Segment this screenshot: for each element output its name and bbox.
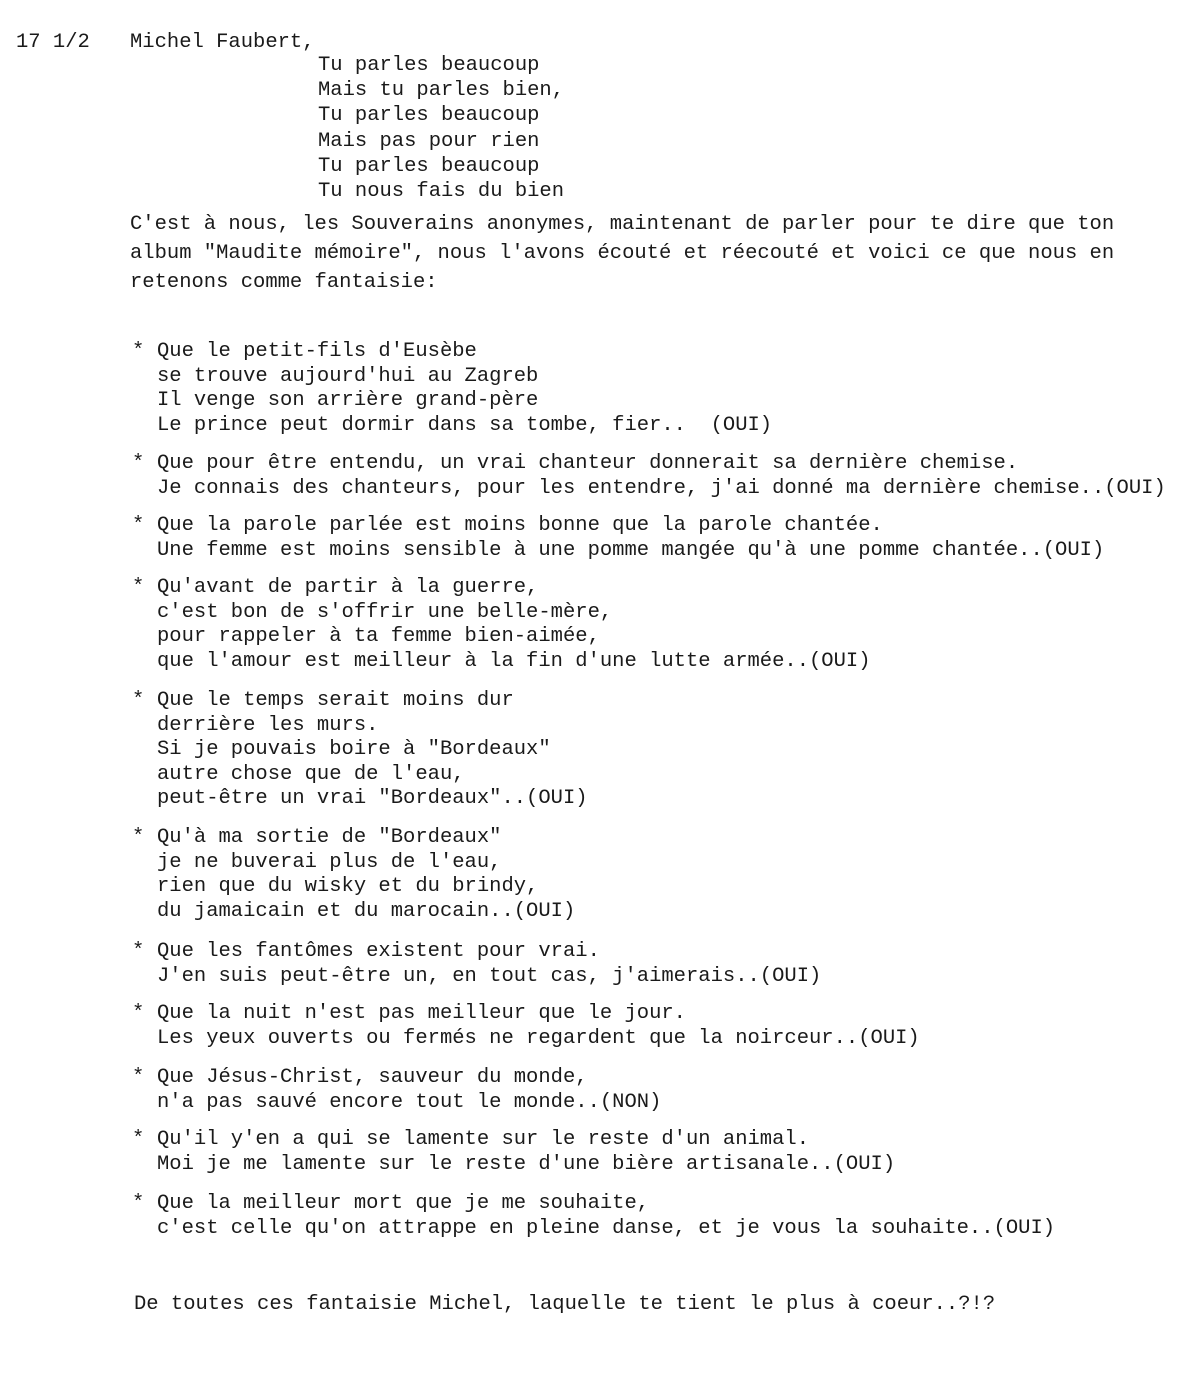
item-line: autre chose que de l'eau, [157, 762, 465, 786]
bullet-asterisk: * [132, 826, 145, 849]
item-line: Que la nuit n'est pas meilleur que le jour. [157, 1002, 686, 1025]
bullet-asterisk: * [132, 940, 145, 963]
bullet-asterisk: * [132, 1192, 145, 1215]
item-line: Si je pouvais boire à "Bordeaux" [157, 738, 551, 761]
poem-line: Mais pas pour rien [318, 129, 540, 153]
item-line: Les yeux ouverts ou fermés ne regardent que la noirceur..(OUI) [157, 1026, 920, 1050]
poem-line: Tu parles beaucoup [318, 104, 540, 128]
fantasy-item [132, 940, 821, 989]
item-line: c'est celle qu'on attrappe en pleine danse, et je vous la souhaite..(OUI) [157, 1216, 1056, 1240]
item-line: derrière les murs. [157, 713, 379, 737]
fantasy-item [132, 340, 772, 438]
item-line: Que pour être entendu, un vrai chanteur donnerait sa dernière chemise. [157, 452, 1019, 475]
poem-stanza [318, 53, 564, 204]
poem-line: Mais tu parles bien, [318, 79, 565, 103]
fantasy-item [132, 1066, 661, 1115]
item-line: Que la parole parlée est moins bonne que la parole chantée. [157, 514, 883, 537]
item-line: je ne buverai plus de l'eau, [157, 850, 502, 874]
item-line: rien que du wisky et du brindy, [157, 875, 539, 898]
item-line: Qu'avant de partir à la guerre, [157, 576, 539, 599]
item-line: Que le petit-fils d'Eusèbe [157, 340, 477, 363]
page-reference: 17 1/2 [16, 31, 90, 54]
salutation: Michel Faubert, [130, 31, 315, 54]
bullet-asterisk: * [132, 576, 145, 599]
closing-question: De toutes ces fantaisie Michel, laquelle te tient le plus à coeur..?!? [134, 1293, 996, 1316]
intro-paragraph [130, 210, 1140, 297]
item-line: Que la meilleur mort que je me souhaite, [157, 1192, 650, 1215]
fantasy-item [132, 452, 1166, 501]
item-line: Moi je me lamente sur le reste d'une bière artisanale..(OUI) [157, 1152, 896, 1176]
bullet-asterisk: * [132, 1002, 145, 1025]
item-line: peut-être un vrai "Bordeaux"..(OUI) [157, 787, 588, 810]
item-line: Que les fantômes existent pour vrai. [157, 940, 600, 963]
fantasy-item [132, 514, 1104, 563]
fantasy-item [132, 689, 588, 812]
bullet-asterisk: * [132, 452, 145, 475]
item-line: pour rappeler à ta femme bien-aimée, [157, 625, 600, 648]
item-line: du jamaicain et du marocain..(OUI) [157, 899, 576, 923]
item-line: Qu'il y'en a qui se lamente sur le reste d'un animal. [157, 1128, 810, 1151]
bullet-asterisk: * [132, 1066, 145, 1089]
poem-line: Tu parles beaucoup [318, 54, 540, 77]
bullet-asterisk: * [132, 689, 145, 712]
item-line: Je connais des chanteurs, pour les entendre, j'ai donné ma dernière chemise..(OUI) [157, 476, 1166, 500]
fantasy-item [132, 1192, 1055, 1241]
fantasy-item [132, 826, 575, 924]
fantasy-item [132, 1128, 895, 1177]
fantasy-item [132, 576, 871, 674]
item-line: c'est bon de s'offrir une belle-mère, [157, 600, 613, 624]
item-line: J'en suis peut-être un, en tout cas, j'aimerais..(OUI) [157, 964, 822, 988]
item-line: que l'amour est meilleur à la fin d'une lutte armée..(OUI) [157, 649, 871, 673]
poem-line: Tu parles beaucoup [318, 154, 540, 178]
bullet-asterisk: * [132, 340, 145, 363]
bullet-asterisk: * [132, 514, 145, 537]
item-line: se trouve aujourd'hui au Zagreb [157, 364, 539, 388]
item-line: Une femme est moins sensible à une pomme mangée qu'à une pomme chantée..(OUI) [157, 538, 1105, 562]
poem-line: Tu nous fais du bien [318, 180, 565, 204]
item-line: Que le temps serait moins dur [157, 689, 514, 712]
item-line: Qu'à ma sortie de "Bordeaux" [157, 826, 502, 849]
bullet-asterisk: * [132, 1128, 145, 1151]
intro-line: C'est à nous, les Souverains anonymes, maintenant de parler pour te dire que ton [130, 213, 1115, 236]
item-line: Que Jésus-Christ, sauveur du monde, [157, 1066, 588, 1089]
intro-line: album "Maudite mémoire", nous l'avons écouté et réecouté et voici ce que nous en [130, 242, 1115, 265]
fantasy-item [132, 1002, 920, 1051]
item-line: n'a pas sauvé encore tout le monde..(NON) [157, 1090, 662, 1114]
item-line: Le prince peut dormir dans sa tombe, fier.. (OUI) [157, 413, 773, 437]
item-line: Il venge son arrière grand-père [157, 389, 539, 412]
intro-line: retenons comme fantaisie: [130, 271, 438, 294]
